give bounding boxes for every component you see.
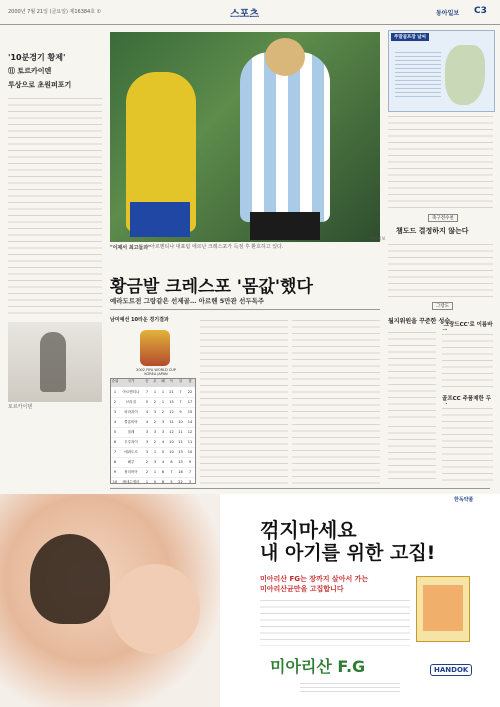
- mother-hair: [30, 534, 110, 624]
- cell-ga: 22: [178, 480, 183, 484]
- cell-loss: 4: [161, 440, 165, 444]
- table-row: [111, 478, 195, 488]
- ad-headline-2: 내 아기를 위한 고집!: [260, 542, 436, 564]
- ad-corner-label: 한독약품: [454, 497, 474, 503]
- cell-ga: 13: [178, 460, 183, 464]
- header-pts: 점: [188, 379, 192, 383]
- standings-header: [111, 379, 195, 387]
- cell-gf: 21: [169, 390, 174, 394]
- cell-draw: 1: [153, 390, 157, 394]
- right-section-1-headline: 챔도드 결정하지 않는다: [396, 227, 469, 235]
- cell-loss: 8: [161, 480, 165, 484]
- cell-ga: 11: [178, 440, 183, 444]
- cell-win: 7: [145, 390, 149, 394]
- table-row: [111, 448, 195, 458]
- cell-pts: 14: [187, 420, 193, 424]
- cell-pts: 22: [187, 390, 193, 394]
- article-bottom-divider: [110, 488, 490, 489]
- world-cup-emblem: [140, 330, 170, 366]
- header-win: 승: [145, 379, 149, 383]
- table-row: [111, 468, 195, 478]
- right-section-2-tag: 그랑도: [432, 302, 453, 310]
- baby-face: [110, 564, 200, 654]
- cell-country: 아르헨티나: [122, 390, 140, 394]
- ad-body-1: 미아리산 FG는 장까지 살아서 가는: [260, 575, 369, 583]
- cell-gf: 15: [169, 400, 174, 404]
- header-rank: 순위: [111, 379, 119, 383]
- cell-country: 베네수엘라: [122, 480, 140, 484]
- ad-fine-print: [260, 596, 410, 646]
- ad-maker-logo: HANDOK: [430, 664, 472, 676]
- cell-gf: 5: [170, 480, 173, 484]
- cell-country: 칠레: [127, 430, 135, 434]
- cell-country: 우루과이: [124, 440, 138, 444]
- photo-caption-title: "이제서 최고들과": [110, 245, 151, 251]
- main-photo: [110, 32, 380, 242]
- table-row: [111, 418, 195, 428]
- cell-gf: 8: [170, 460, 173, 464]
- cell-rank: 5: [113, 430, 117, 434]
- table-row: [111, 398, 195, 408]
- player-yellow-shorts: [130, 202, 190, 237]
- cell-loss: 6: [161, 470, 165, 474]
- cell-rank: 6: [113, 440, 117, 444]
- cell-win: 2: [145, 470, 149, 474]
- left-body-text: [8, 94, 102, 314]
- ad-product-name: 미아리산 F.G: [270, 657, 366, 676]
- cell-rank: 9: [113, 470, 117, 474]
- cell-win: 3: [145, 440, 149, 444]
- table-row: [111, 438, 195, 448]
- player-argentina: [240, 52, 330, 222]
- cell-rank: 2: [113, 400, 117, 404]
- cell-draw: 3: [153, 410, 157, 414]
- table-row: [111, 388, 195, 398]
- cell-rank: 3: [113, 410, 117, 414]
- header-loss: 패: [161, 379, 165, 383]
- right-section-4-headline: 골프CC 주품제한 두: [442, 396, 492, 402]
- cell-ga: 7: [179, 390, 182, 394]
- ad-headline-1: 꺾지마세요: [260, 518, 357, 542]
- cell-country: 페루: [127, 460, 135, 464]
- cell-loss: 5: [161, 450, 165, 454]
- cell-loss: 3: [161, 430, 165, 434]
- ad-product-bottle: [423, 585, 463, 631]
- world-cup-label: 2002 FIFA WORLD CUP KOREA JAPAN: [136, 368, 176, 376]
- right-text-2: [388, 240, 493, 298]
- cell-loss: 4: [161, 460, 165, 464]
- table-row: [111, 408, 195, 418]
- right-section-1-tag: 축구전수천: [428, 214, 458, 222]
- cell-draw: 1: [153, 450, 157, 454]
- weather-map: [388, 30, 495, 112]
- left-photo-caption: 토르카이덴: [8, 404, 33, 410]
- headline-divider: [110, 309, 380, 310]
- header-gf: 득: [169, 379, 174, 383]
- cell-ga: 10: [178, 420, 183, 424]
- cell-ga: 18: [178, 470, 183, 474]
- header-country: 국가: [127, 379, 135, 383]
- header-date: 2000년 7월 21일 (금요일) 제16384호 ①: [8, 9, 102, 15]
- table-row: [111, 458, 195, 468]
- header-ga: 실: [178, 379, 183, 383]
- cell-country: 브라질: [125, 400, 137, 404]
- ad-mother-baby-photo: [0, 494, 220, 707]
- cell-draw: 2: [153, 440, 157, 444]
- cell-pts: 12: [187, 430, 193, 434]
- article-column-2: [292, 316, 380, 486]
- cell-pts: 10: [187, 450, 193, 454]
- cell-pts: 11: [187, 440, 193, 444]
- right-section-2-headline: 월지워원을 꾸준한 성승: [388, 318, 451, 325]
- cell-win: 5: [145, 400, 149, 404]
- cell-draw: 3: [153, 430, 157, 434]
- cell-win: 2: [145, 460, 149, 464]
- cell-pts: 7: [188, 470, 192, 474]
- cell-loss: 3: [161, 420, 165, 424]
- cell-draw: 2: [153, 420, 157, 424]
- left-title: '10분경기 황제': [8, 53, 66, 62]
- photo-credit: 동아일보: [370, 236, 386, 241]
- cell-ga: 11: [178, 430, 183, 434]
- left-photo: [8, 322, 102, 402]
- cell-win: 4: [145, 410, 149, 414]
- player-shorts: [250, 212, 320, 240]
- right-text-4: [442, 330, 493, 390]
- headline: 황금발 크레스포 '몸값'했다: [110, 277, 313, 297]
- cell-ga: 7: [179, 400, 182, 404]
- cell-gf: 10: [169, 450, 174, 454]
- cell-gf: 12: [169, 410, 174, 414]
- table-row: [111, 428, 195, 438]
- cell-gf: 7: [170, 470, 173, 474]
- korea-map-shape: [445, 45, 485, 105]
- cell-draw: 0: [153, 480, 157, 484]
- right-text-3: [388, 328, 436, 418]
- section-title: 스포츠: [230, 9, 259, 20]
- photo-caption-body: 아르헨티나 대표팀 에르난 크레스포가 득점 후 환호하고 있다.: [150, 244, 284, 250]
- standings-title: 남미예선 10라운 경기결과: [110, 317, 169, 323]
- brand-name: 동아일보: [436, 10, 460, 17]
- cell-draw: 2: [153, 400, 157, 404]
- cell-pts: 15: [187, 410, 193, 414]
- cell-pts: 3: [188, 480, 192, 484]
- cell-gf: 10: [169, 440, 174, 444]
- cell-gf: 11: [169, 420, 174, 424]
- cell-draw: 1: [153, 470, 157, 474]
- cell-loss: 1: [161, 400, 165, 404]
- cell-country: 볼리비아: [124, 470, 138, 474]
- cell-gf: 12: [169, 430, 174, 434]
- cell-ga: 13: [178, 450, 183, 454]
- right-text-6: [388, 422, 436, 484]
- right-text-5: [442, 404, 493, 484]
- cell-rank: 7: [113, 450, 117, 454]
- cell-pts: 17: [187, 400, 193, 404]
- cell-win: 3: [145, 450, 149, 454]
- right-text-1: [388, 112, 493, 210]
- cell-win: 1: [145, 480, 149, 484]
- cell-pts: 9: [188, 460, 192, 464]
- ad-contact-text: [300, 680, 400, 692]
- ad-body-2: 미아리산균만을 고집합니다: [260, 585, 344, 593]
- cell-rank: 10: [112, 480, 118, 484]
- advertisement: [0, 494, 500, 707]
- page-number: C3: [474, 6, 487, 16]
- weather-list: [395, 49, 441, 99]
- subheadline: 예라도트전 그랑같은 선제골… 아르헨 5만관 선두독주: [110, 297, 265, 305]
- left-subtitle-2: 투상으로 초원퍼포기: [8, 81, 72, 89]
- standings-table: [110, 378, 196, 484]
- cell-rank: 8: [113, 460, 117, 464]
- cell-loss: 1: [161, 390, 165, 394]
- ad-product-box: [416, 576, 470, 642]
- weather-map-title: 주말골프장 날씨: [391, 33, 429, 41]
- athlete-figure: [40, 332, 66, 392]
- article-column-1: [200, 316, 288, 486]
- standings-body: [111, 388, 195, 488]
- cell-country: 파라과이: [124, 410, 138, 414]
- cell-country: 콜롬비아: [124, 420, 138, 424]
- right-section-3-headline: '그랑드CC'로 이름바: [442, 322, 493, 328]
- player-head: [265, 38, 305, 76]
- cell-ga: 9: [179, 410, 182, 414]
- header-divider: [0, 24, 500, 25]
- cell-rank: 1: [113, 390, 117, 394]
- cell-win: 3: [145, 430, 149, 434]
- cell-draw: 3: [153, 460, 157, 464]
- cell-country: 에콰도르: [124, 450, 138, 454]
- left-subtitle-1: ⑪ 토르카이덴: [8, 67, 52, 75]
- cell-rank: 4: [113, 420, 117, 424]
- cell-loss: 2: [161, 410, 165, 414]
- header-draw: 무: [153, 379, 157, 383]
- cell-win: 4: [145, 420, 149, 424]
